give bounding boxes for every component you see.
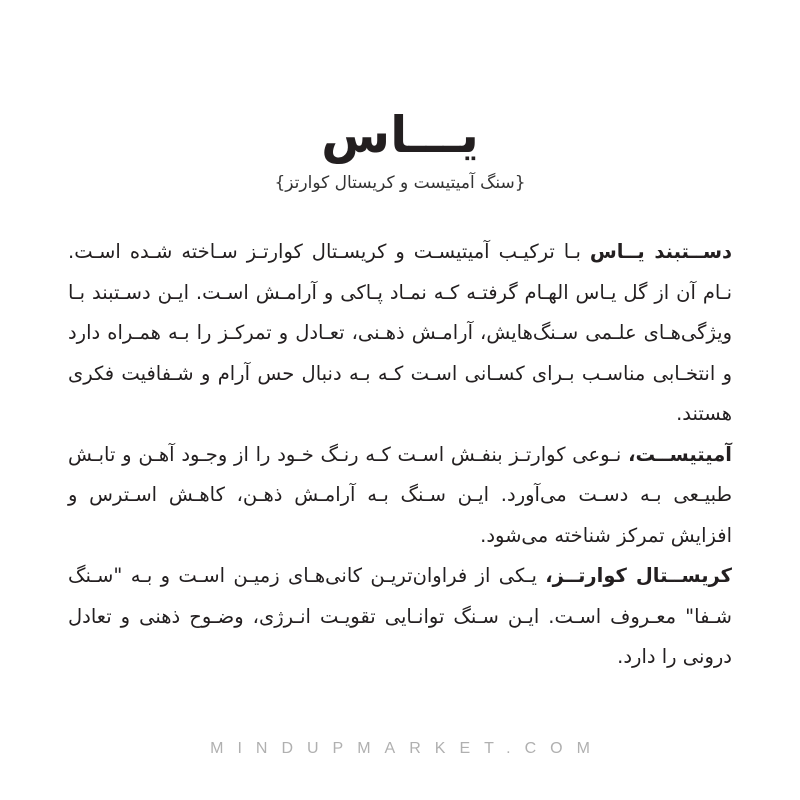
paragraph-amethyst [68,435,732,557]
description-body [68,232,732,678]
paragraph-text: بـا ترکیـب آمیتیسـت و کریسـتال کوارتـز سـاخته شـده اسـت. نـام آن از گل یـاس الهـام گرفتـه کـه نمـاد پـاکی و آرامـش اسـت. ایـن دسـتبند بـا ویژگی‌هـای علـمی سـنگ‌هایش، آرامـش ذهـنی، تعـادل و تمرکـز را بـه همـراه دارد و انتخـابی مناسـب بـرای کسـانی اسـت کـه بـه دنبال حس آرام و شـفافیت فکری هستند. [68,240,732,425]
paragraph-heading: آمیتیســت، [628,442,732,466]
paragraph-heading: کریســتال کوارتــز، [545,564,732,587]
page-subtitle: {سنگ آمیتیست و کریستال کوارتز} [274,173,526,193]
page-title: یـــاس [321,106,479,164]
paragraph-yas-bracelet [68,232,732,435]
paragraph-text: یـکی از فراوان‌تریـن کانی‌هـای زمیـن اسـت و بـه "سـنگ شـفا" معـروف اسـت. ایـن سـنگ توانـایی تقویـت انـرژی، وضـوح ذهنی و تعادل درونی را دارد. [68,564,732,668]
paragraph-quartz [68,556,732,678]
paragraph-heading: دســتبند یــاس [589,240,733,263]
brand-footer: MINDUPMARKET.COM [210,740,604,757]
paragraph-text: نـوعی کوارتـز بنفـش اسـت کـه رنـگ خـود را از وجـود آهـن و تابـش طبیـعی بـه دسـت می‌آورد. ایـن سـنگ بـه آرامـش ذهـن، کاهـش اسـترس و افزایش تمرکز شناخته می‌شود. [68,442,732,547]
